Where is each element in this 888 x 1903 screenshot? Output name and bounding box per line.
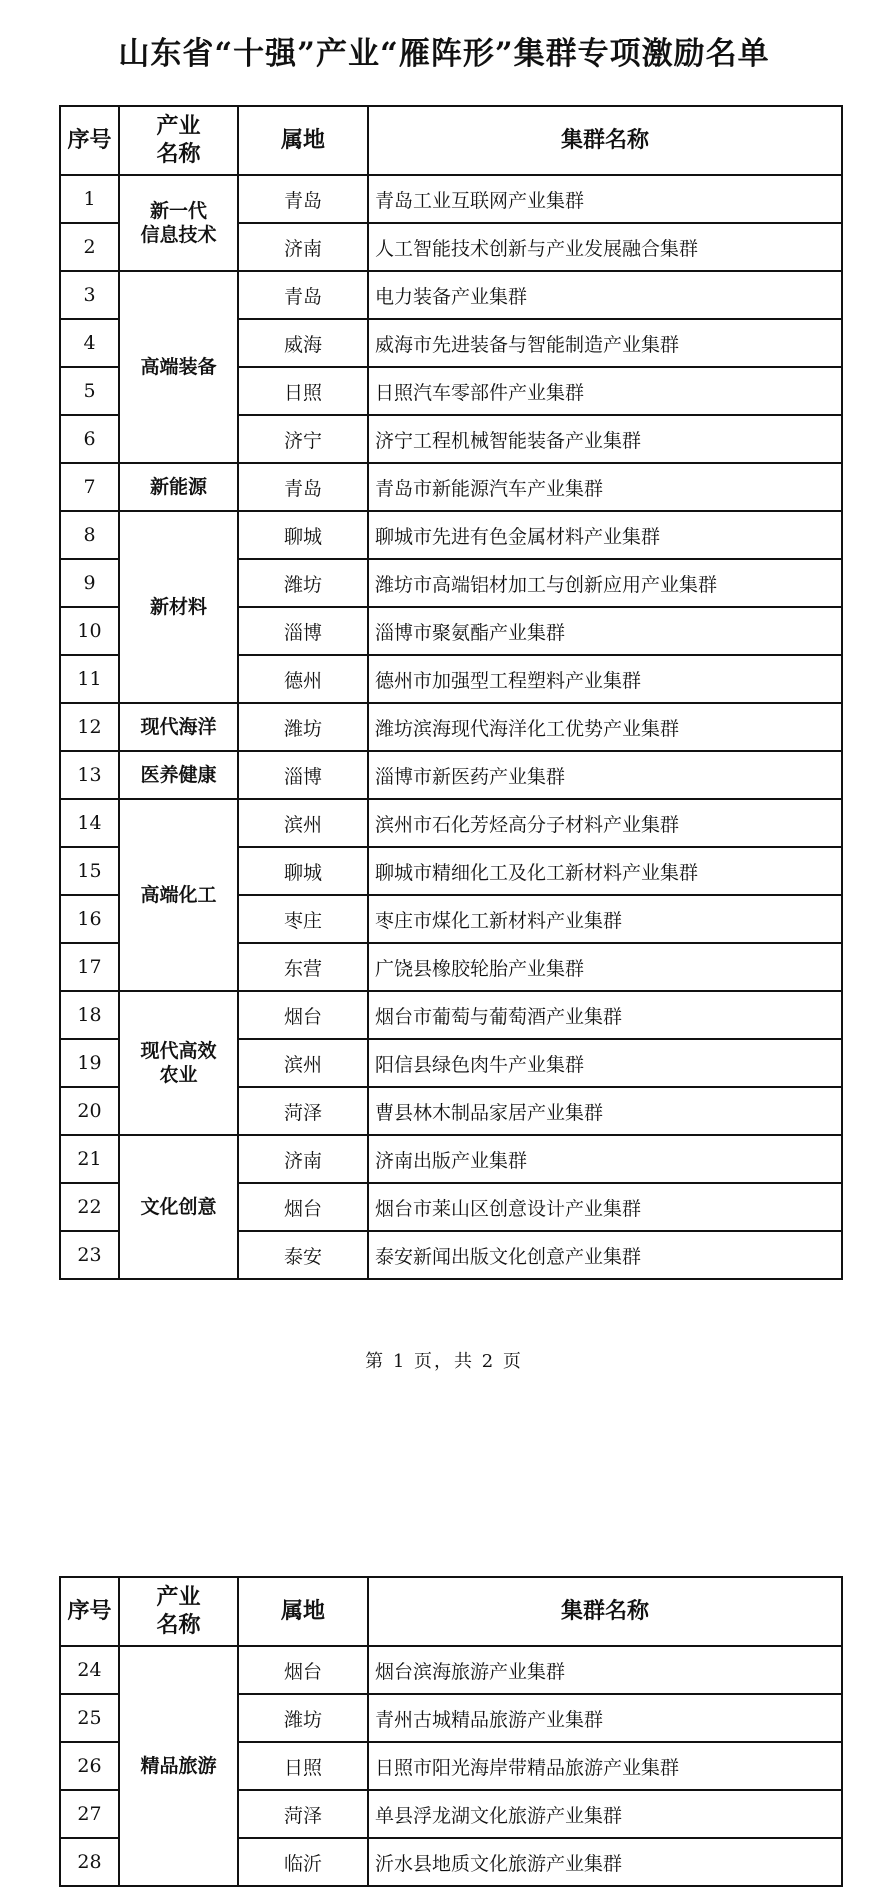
- industry-name: 高端化工: [119, 799, 238, 991]
- cluster-name: 聊城市先进有色金属材料产业集群: [368, 511, 842, 559]
- cluster-name: 日照市阳光海岸带精品旅游产业集群: [368, 1742, 842, 1790]
- location: 青岛: [238, 463, 368, 511]
- location: 临沂: [238, 1838, 368, 1886]
- row-number: 20: [60, 1087, 119, 1135]
- location: 济南: [238, 223, 368, 271]
- row-number: 24: [60, 1646, 119, 1694]
- industry-name: 新能源: [119, 463, 238, 511]
- table-row: [60, 1646, 842, 1694]
- cluster-name: 人工智能技术创新与产业发展融合集群: [368, 223, 842, 271]
- cluster-name: 广饶县橡胶轮胎产业集群: [368, 943, 842, 991]
- row-number: 16: [60, 895, 119, 943]
- row-number: 10: [60, 607, 119, 655]
- cluster-name: 潍坊市高端铝材加工与创新应用产业集群: [368, 559, 842, 607]
- table-row: [60, 271, 842, 319]
- location: 东营: [238, 943, 368, 991]
- cluster-table-page-2: [59, 1576, 843, 1887]
- location: 烟台: [238, 1646, 368, 1694]
- row-number: 9: [60, 559, 119, 607]
- cluster-name: 阳信县绿色肉牛产业集群: [368, 1039, 842, 1087]
- row-number: 23: [60, 1231, 119, 1279]
- cluster-name: 淄博市聚氨酯产业集群: [368, 607, 842, 655]
- header-location: 属地: [238, 1577, 368, 1646]
- cluster-name: 烟台市葡萄与葡萄酒产业集群: [368, 991, 842, 1039]
- row-number: 25: [60, 1694, 119, 1742]
- header-cluster-name: 集群名称: [368, 1577, 842, 1646]
- row-number: 15: [60, 847, 119, 895]
- document-title: 山东省“十强”产业“雁阵形”集群专项激励名单: [118, 36, 770, 72]
- cluster-name: 济南出版产业集群: [368, 1135, 842, 1183]
- location: 菏泽: [238, 1087, 368, 1135]
- table-row: [60, 511, 842, 559]
- location: 淄博: [238, 607, 368, 655]
- location: 滨州: [238, 1039, 368, 1087]
- location: 日照: [238, 367, 368, 415]
- table-row: [60, 1135, 842, 1183]
- row-number: 12: [60, 703, 119, 751]
- header-seq: 序号: [60, 1577, 119, 1646]
- location: 青岛: [238, 271, 368, 319]
- location: 枣庄: [238, 895, 368, 943]
- cluster-name: 淄博市新医药产业集群: [368, 751, 842, 799]
- location: 日照: [238, 1742, 368, 1790]
- cluster-name: 济宁工程机械智能装备产业集群: [368, 415, 842, 463]
- table-row: [60, 175, 842, 223]
- cluster-name: 电力装备产业集群: [368, 271, 842, 319]
- location: 德州: [238, 655, 368, 703]
- row-number: 22: [60, 1183, 119, 1231]
- row-number: 4: [60, 319, 119, 367]
- cluster-name: 青岛市新能源汽车产业集群: [368, 463, 842, 511]
- row-number: 8: [60, 511, 119, 559]
- table-body: [60, 175, 842, 1279]
- cluster-name: 威海市先进装备与智能制造产业集群: [368, 319, 842, 367]
- location: 聊城: [238, 847, 368, 895]
- row-number: 28: [60, 1838, 119, 1886]
- row-number: 21: [60, 1135, 119, 1183]
- header-seq: 序号: [60, 106, 119, 175]
- location: 青岛: [238, 175, 368, 223]
- cluster-name: 沂水县地质文化旅游产业集群: [368, 1838, 842, 1886]
- table-row: [60, 463, 842, 511]
- cluster-name: 聊城市精细化工及化工新材料产业集群: [368, 847, 842, 895]
- industry-name: 精品旅游: [119, 1646, 238, 1886]
- industry-name: 高端装备: [119, 271, 238, 463]
- row-number: 11: [60, 655, 119, 703]
- location: 菏泽: [238, 1790, 368, 1838]
- location: 潍坊: [238, 559, 368, 607]
- location: 滨州: [238, 799, 368, 847]
- location: 泰安: [238, 1231, 368, 1279]
- cluster-name: 枣庄市煤化工新材料产业集群: [368, 895, 842, 943]
- industry-name: 医养健康: [119, 751, 238, 799]
- row-number: 3: [60, 271, 119, 319]
- location: 烟台: [238, 991, 368, 1039]
- cluster-name: 日照汽车零部件产业集群: [368, 367, 842, 415]
- row-number: 2: [60, 223, 119, 271]
- row-number: 14: [60, 799, 119, 847]
- row-number: 27: [60, 1790, 119, 1838]
- industry-name: 现代高效 农业: [119, 991, 238, 1135]
- header-industry: 产业 名称: [119, 1577, 238, 1646]
- header-location: 属地: [238, 106, 368, 175]
- location: 聊城: [238, 511, 368, 559]
- cluster-name: 烟台滨海旅游产业集群: [368, 1646, 842, 1694]
- location: 济南: [238, 1135, 368, 1183]
- location: 烟台: [238, 1183, 368, 1231]
- industry-name: 现代海洋: [119, 703, 238, 751]
- header-cluster-name: 集群名称: [368, 106, 842, 175]
- location: 济宁: [238, 415, 368, 463]
- row-number: 6: [60, 415, 119, 463]
- cluster-name: 单县浮龙湖文化旅游产业集群: [368, 1790, 842, 1838]
- location: 潍坊: [238, 1694, 368, 1742]
- cluster-name: 青州古城精品旅游产业集群: [368, 1694, 842, 1742]
- page-number: 第 1 页，共 2 页: [365, 1351, 523, 1372]
- table-row: [60, 991, 842, 1039]
- cluster-name: 烟台市莱山区创意设计产业集群: [368, 1183, 842, 1231]
- cluster-name: 滨州市石化芳烃高分子材料产业集群: [368, 799, 842, 847]
- header-industry: 产业 名称: [119, 106, 238, 175]
- row-number: 7: [60, 463, 119, 511]
- location: 潍坊: [238, 703, 368, 751]
- cluster-name: 泰安新闻出版文化创意产业集群: [368, 1231, 842, 1279]
- row-number: 1: [60, 175, 119, 223]
- cluster-table-page-1: [59, 105, 843, 1280]
- row-number: 19: [60, 1039, 119, 1087]
- industry-name: 新材料: [119, 511, 238, 703]
- row-number: 13: [60, 751, 119, 799]
- row-number: 26: [60, 1742, 119, 1790]
- cluster-name: 曹县林木制品家居产业集群: [368, 1087, 842, 1135]
- location: 淄博: [238, 751, 368, 799]
- industry-name: 文化创意: [119, 1135, 238, 1279]
- table-row: [60, 703, 842, 751]
- row-number: 17: [60, 943, 119, 991]
- row-number: 5: [60, 367, 119, 415]
- table-body: [60, 1646, 842, 1886]
- cluster-name: 青岛工业互联网产业集群: [368, 175, 842, 223]
- location: 威海: [238, 319, 368, 367]
- row-number: 18: [60, 991, 119, 1039]
- cluster-name: 德州市加强型工程塑料产业集群: [368, 655, 842, 703]
- table-row: [60, 751, 842, 799]
- cluster-name: 潍坊滨海现代海洋化工优势产业集群: [368, 703, 842, 751]
- table-header-row: [60, 106, 842, 175]
- table-row: [60, 799, 842, 847]
- table-header-row: [60, 1577, 842, 1646]
- industry-name: 新一代 信息技术: [119, 175, 238, 271]
